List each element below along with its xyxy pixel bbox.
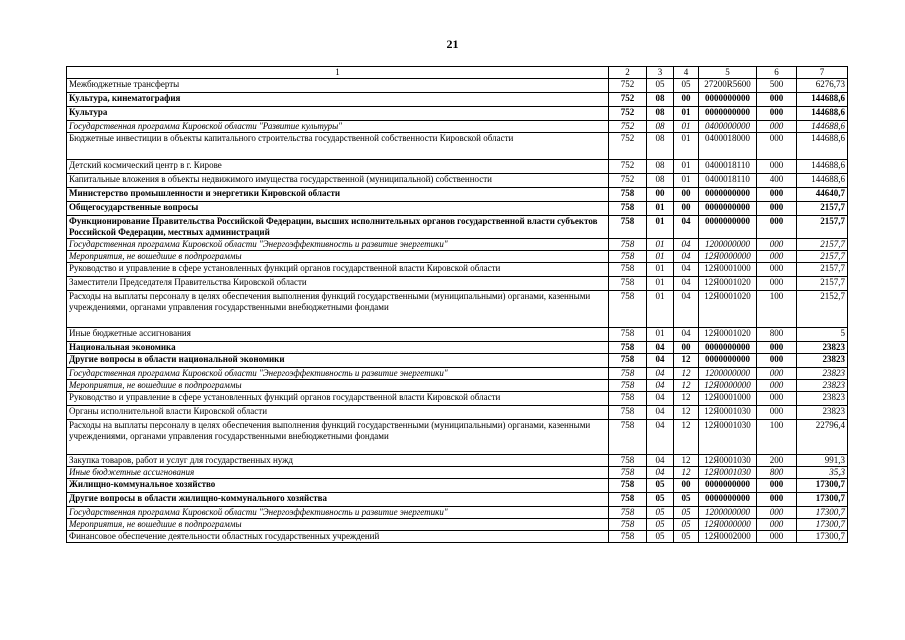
row-section-code: 04: [647, 392, 674, 406]
row-target-article: 12Я0000000: [699, 251, 757, 263]
row-name: Мероприятия, не вошедшие в подпрограммы: [67, 519, 609, 531]
row-amount: 2157,7: [797, 239, 848, 251]
row-target-article: 12Я0001020: [699, 277, 757, 291]
row-section-code: 04: [647, 380, 674, 392]
row-subsection-code: 04: [674, 216, 699, 239]
row-expense-type: 000: [757, 263, 797, 277]
row-expense-type: 000: [757, 354, 797, 368]
table-row: [67, 493, 848, 507]
row-subsection-code: 04: [674, 328, 699, 342]
table-row: [67, 216, 848, 239]
row-amount: 17300,7: [797, 493, 848, 507]
row-amount: 2157,7: [797, 251, 848, 263]
row-subsection-code: 12: [674, 354, 699, 368]
row-name: Закупка товаров, работ и услуг для государственных нужд: [67, 455, 609, 467]
row-amount: 5: [797, 328, 848, 342]
row-section-code: 01: [647, 277, 674, 291]
row-name: Государственная программа Кировской области "Энергоэффективность и развитие энергетики": [67, 368, 609, 380]
header-cell: 7: [797, 67, 848, 79]
row-expense-type: 000: [757, 251, 797, 263]
row-section-code: 04: [647, 420, 674, 455]
row-amount: 23823: [797, 380, 848, 392]
row-expense-type: 200: [757, 455, 797, 467]
row-ministry-code: 752: [609, 107, 647, 121]
row-amount: 144688,6: [797, 107, 848, 121]
table-row: [67, 202, 848, 216]
row-expense-type: 400: [757, 174, 797, 188]
row-subsection-code: 04: [674, 277, 699, 291]
row-ministry-code: 752: [609, 79, 647, 93]
row-subsection-code: 00: [674, 188, 699, 202]
row-ministry-code: 752: [609, 121, 647, 133]
row-section-code: 01: [647, 216, 674, 239]
row-subsection-code: 04: [674, 239, 699, 251]
row-amount: 23823: [797, 354, 848, 368]
row-amount: 23823: [797, 392, 848, 406]
row-section-code: 05: [647, 493, 674, 507]
row-subsection-code: 04: [674, 263, 699, 277]
row-ministry-code: 758: [609, 467, 647, 479]
row-expense-type: 000: [757, 277, 797, 291]
table-row: [67, 174, 848, 188]
row-ministry-code: 758: [609, 507, 647, 519]
row-ministry-code: 758: [609, 479, 647, 493]
table-row: [67, 291, 848, 328]
row-ministry-code: 758: [609, 239, 647, 251]
row-ministry-code: 758: [609, 420, 647, 455]
row-ministry-code: 758: [609, 519, 647, 531]
table-row: [67, 519, 848, 531]
row-target-article: 0400018000: [699, 133, 757, 160]
row-name: Культура, кинематография: [67, 93, 609, 107]
row-name: Мероприятия, не вошедшие в подпрограммы: [67, 251, 609, 263]
row-section-code: 08: [647, 93, 674, 107]
row-subsection-code: 01: [674, 133, 699, 160]
row-section-code: 01: [647, 263, 674, 277]
row-section-code: 04: [647, 455, 674, 467]
row-ministry-code: 758: [609, 455, 647, 467]
row-amount: 17300,7: [797, 519, 848, 531]
row-expense-type: 000: [757, 342, 797, 354]
row-amount: 22796,4: [797, 420, 848, 455]
row-section-code: 04: [647, 354, 674, 368]
row-ministry-code: 758: [609, 493, 647, 507]
row-expense-type: 000: [757, 368, 797, 380]
row-subsection-code: 01: [674, 121, 699, 133]
row-name: Общегосударственные вопросы: [67, 202, 609, 216]
row-amount: 2157,7: [797, 216, 848, 239]
row-amount: 35,3: [797, 467, 848, 479]
row-target-article: 0000000000: [699, 216, 757, 239]
row-section-code: 08: [647, 121, 674, 133]
row-name: Руководство и управление в сфере установленных функций органов государственной власти Кировской области: [67, 263, 609, 277]
row-target-article: 12Я0001020: [699, 291, 757, 328]
row-expense-type: 000: [757, 406, 797, 420]
row-expense-type: 000: [757, 216, 797, 239]
row-target-article: 0400018110: [699, 160, 757, 174]
row-name: Другие вопросы в области национальной экономики: [67, 354, 609, 368]
row-subsection-code: 04: [674, 291, 699, 328]
row-target-article: 1200000000: [699, 368, 757, 380]
table-row: [67, 121, 848, 133]
row-name: Органы исполнительной власти Кировской области: [67, 406, 609, 420]
row-name: Иные бюджетные ассигнования: [67, 328, 609, 342]
row-subsection-code: 01: [674, 160, 699, 174]
row-expense-type: 000: [757, 93, 797, 107]
row-section-code: 01: [647, 251, 674, 263]
row-subsection-code: 00: [674, 93, 699, 107]
row-subsection-code: 05: [674, 507, 699, 519]
row-section-code: 01: [647, 202, 674, 216]
row-ministry-code: 758: [609, 202, 647, 216]
row-ministry-code: 758: [609, 263, 647, 277]
table-row: [67, 354, 848, 368]
row-amount: 23823: [797, 406, 848, 420]
row-amount: 23823: [797, 368, 848, 380]
row-subsection-code: 01: [674, 107, 699, 121]
row-amount: 6276,73: [797, 79, 848, 93]
header-cell: 2: [609, 67, 647, 79]
row-expense-type: 000: [757, 160, 797, 174]
row-ministry-code: 758: [609, 380, 647, 392]
row-expense-type: 000: [757, 531, 797, 543]
row-name: Государственная программа Кировской области "Энергоэффективность и развитие энергетики": [67, 507, 609, 519]
row-amount: 44640,7: [797, 188, 848, 202]
row-target-article: 12Я0000000: [699, 519, 757, 531]
row-ministry-code: 758: [609, 188, 647, 202]
row-target-article: 0000000000: [699, 493, 757, 507]
row-amount: 144688,6: [797, 121, 848, 133]
header-cell: 3: [647, 67, 674, 79]
row-amount: 144688,6: [797, 133, 848, 160]
row-amount: 17300,7: [797, 531, 848, 543]
row-ministry-code: 758: [609, 342, 647, 354]
row-amount: 2157,7: [797, 202, 848, 216]
row-section-code: 05: [647, 531, 674, 543]
row-name: Заместители Председателя Правительства Кировской области: [67, 277, 609, 291]
row-amount: 17300,7: [797, 479, 848, 493]
row-subsection-code: 12: [674, 368, 699, 380]
row-name: Государственная программа Кировской области "Энергоэффективность и развитие энергетики": [67, 239, 609, 251]
row-expense-type: 000: [757, 493, 797, 507]
row-target-article: 1200000000: [699, 507, 757, 519]
budget-table: [66, 66, 848, 543]
row-section-code: 04: [647, 342, 674, 354]
row-name: Финансовое обеспечение деятельности областных государственных учреждений: [67, 531, 609, 543]
row-subsection-code: 05: [674, 79, 699, 93]
row-target-article: 12Я0002000: [699, 531, 757, 543]
row-subsection-code: 12: [674, 467, 699, 479]
row-ministry-code: 752: [609, 93, 647, 107]
row-ministry-code: 758: [609, 392, 647, 406]
row-section-code: 01: [647, 328, 674, 342]
row-ministry-code: 752: [609, 160, 647, 174]
row-expense-type: 000: [757, 202, 797, 216]
row-name: Государственная программа Кировской области "Развитие культуры": [67, 121, 609, 133]
row-name: Мероприятия, не вошедшие в подпрограммы: [67, 380, 609, 392]
row-target-article: 12Я0001020: [699, 328, 757, 342]
row-name: Руководство и управление в сфере установленных функций органов государственной власти Кировской области: [67, 392, 609, 406]
table-row: [67, 107, 848, 121]
row-target-article: 12Я0001030: [699, 455, 757, 467]
row-section-code: 01: [647, 239, 674, 251]
row-ministry-code: 752: [609, 133, 647, 160]
table-row: [67, 380, 848, 392]
row-subsection-code: 12: [674, 380, 699, 392]
table-row: [67, 133, 848, 160]
row-ministry-code: 752: [609, 174, 647, 188]
row-section-code: 05: [647, 79, 674, 93]
table-row: [67, 406, 848, 420]
row-expense-type: 000: [757, 121, 797, 133]
table-row: [67, 160, 848, 174]
row-ministry-code: 758: [609, 531, 647, 543]
row-ministry-code: 758: [609, 277, 647, 291]
row-name: Функционирование Правительства Российской Федерации, высших исполнительных органов государственной власти субъектов Российской Федерации, местных администраций: [67, 216, 609, 239]
row-name: Расходы на выплаты персоналу в целях обеспечения выполнения функций государственными (муниципальными) органами, казенными учреждениями, органами управления государственными внебюджетными фондами: [67, 291, 609, 328]
row-section-code: 08: [647, 107, 674, 121]
header-cell: 6: [757, 67, 797, 79]
row-expense-type: 800: [757, 467, 797, 479]
row-name: Жилищно-коммунальное хозяйство: [67, 479, 609, 493]
row-target-article: 0400018110: [699, 174, 757, 188]
row-section-code: 08: [647, 160, 674, 174]
row-ministry-code: 758: [609, 406, 647, 420]
row-target-article: 12Я0001030: [699, 406, 757, 420]
table-row: [67, 251, 848, 263]
row-subsection-code: 00: [674, 479, 699, 493]
table-row: [67, 507, 848, 519]
row-name: Министерство промышленности и энергетики Кировской области: [67, 188, 609, 202]
table-row: [67, 263, 848, 277]
row-target-article: 0000000000: [699, 342, 757, 354]
row-name: Культура: [67, 107, 609, 121]
row-name: Иные бюджетные ассигнования: [67, 467, 609, 479]
row-ministry-code: 758: [609, 368, 647, 380]
table-row: [67, 188, 848, 202]
row-section-code: 05: [647, 479, 674, 493]
row-subsection-code: 12: [674, 420, 699, 455]
table-row: [67, 392, 848, 406]
table-row: [67, 239, 848, 251]
header-cell: 5: [699, 67, 757, 79]
row-section-code: 05: [647, 507, 674, 519]
row-target-article: 0000000000: [699, 479, 757, 493]
row-subsection-code: 00: [674, 342, 699, 354]
table-row: [67, 79, 848, 93]
row-name: Бюджетные инвестиции в объекты капитального строительства государственной собственности Кировской области: [67, 133, 609, 160]
row-section-code: 05: [647, 519, 674, 531]
row-subsection-code: 04: [674, 251, 699, 263]
row-target-article: 1200000000: [699, 239, 757, 251]
row-subsection-code: 12: [674, 392, 699, 406]
page-number: 21: [446, 37, 459, 51]
row-amount: 991,3: [797, 455, 848, 467]
row-amount: 2152,7: [797, 291, 848, 328]
row-amount: 144688,6: [797, 160, 848, 174]
table-row: [67, 328, 848, 342]
row-expense-type: 000: [757, 380, 797, 392]
row-name: Расходы на выплаты персоналу в целях обеспечения выполнения функций государственными (муниципальными) органами, казенными учреждениями, органами управления государственными внебюджетными фондами: [67, 420, 609, 455]
row-target-article: 0000000000: [699, 93, 757, 107]
table-row: [67, 368, 848, 380]
row-expense-type: 500: [757, 79, 797, 93]
row-target-article: 0000000000: [699, 188, 757, 202]
row-subsection-code: 12: [674, 406, 699, 420]
row-target-article: 0000000000: [699, 354, 757, 368]
row-expense-type: 100: [757, 420, 797, 455]
row-target-article: 12Я0001030: [699, 467, 757, 479]
row-section-code: 04: [647, 406, 674, 420]
table-row: [67, 342, 848, 354]
row-target-article: 0000000000: [699, 202, 757, 216]
row-expense-type: 000: [757, 507, 797, 519]
row-amount: 144688,6: [797, 174, 848, 188]
row-section-code: 00: [647, 188, 674, 202]
row-subsection-code: 01: [674, 174, 699, 188]
row-expense-type: 000: [757, 188, 797, 202]
row-expense-type: 000: [757, 392, 797, 406]
row-section-code: 04: [647, 368, 674, 380]
row-ministry-code: 758: [609, 251, 647, 263]
table-row: [67, 455, 848, 467]
table-row: [67, 531, 848, 543]
table-row: [67, 420, 848, 455]
row-amount: 17300,7: [797, 507, 848, 519]
row-subsection-code: 05: [674, 519, 699, 531]
row-target-article: 27200R5600: [699, 79, 757, 93]
table-row: [67, 93, 848, 107]
row-expense-type: 100: [757, 291, 797, 328]
row-ministry-code: 758: [609, 354, 647, 368]
table-row: [67, 467, 848, 479]
row-section-code: 04: [647, 467, 674, 479]
row-amount: 2157,7: [797, 263, 848, 277]
row-name: Капитальные вложения в объекты недвижимого имущества государственной (муниципальной) собственности: [67, 174, 609, 188]
row-name: Национальная экономика: [67, 342, 609, 354]
header-cell: 1: [67, 67, 609, 79]
row-ministry-code: 758: [609, 216, 647, 239]
row-amount: 2157,7: [797, 277, 848, 291]
row-expense-type: 000: [757, 479, 797, 493]
row-subsection-code: 12: [674, 455, 699, 467]
row-expense-type: 000: [757, 107, 797, 121]
header-cell: 4: [674, 67, 699, 79]
row-amount: 144688,6: [797, 93, 848, 107]
row-section-code: 08: [647, 174, 674, 188]
row-target-article: 12Я0000000: [699, 380, 757, 392]
row-target-article: 0400000000: [699, 121, 757, 133]
row-ministry-code: 758: [609, 328, 647, 342]
row-target-article: 12Я0001030: [699, 420, 757, 455]
row-subsection-code: 05: [674, 493, 699, 507]
row-target-article: 0000000000: [699, 107, 757, 121]
row-target-article: 12Я0001000: [699, 263, 757, 277]
row-expense-type: 000: [757, 133, 797, 160]
table-row: [67, 277, 848, 291]
row-ministry-code: 758: [609, 291, 647, 328]
row-amount: 23823: [797, 342, 848, 354]
row-name: Межбюджетные трансферты: [67, 79, 609, 93]
row-expense-type: 000: [757, 519, 797, 531]
row-subsection-code: 05: [674, 531, 699, 543]
row-subsection-code: 00: [674, 202, 699, 216]
row-expense-type: 800: [757, 328, 797, 342]
row-section-code: 08: [647, 133, 674, 160]
table-row: [67, 479, 848, 493]
row-target-article: 12Я0001000: [699, 392, 757, 406]
row-name: Другие вопросы в области жилищно-коммунального хозяйства: [67, 493, 609, 507]
header-row: [67, 67, 848, 79]
row-expense-type: 000: [757, 239, 797, 251]
row-name: Детский космический центр в г. Кирове: [67, 160, 609, 174]
row-section-code: 01: [647, 291, 674, 328]
